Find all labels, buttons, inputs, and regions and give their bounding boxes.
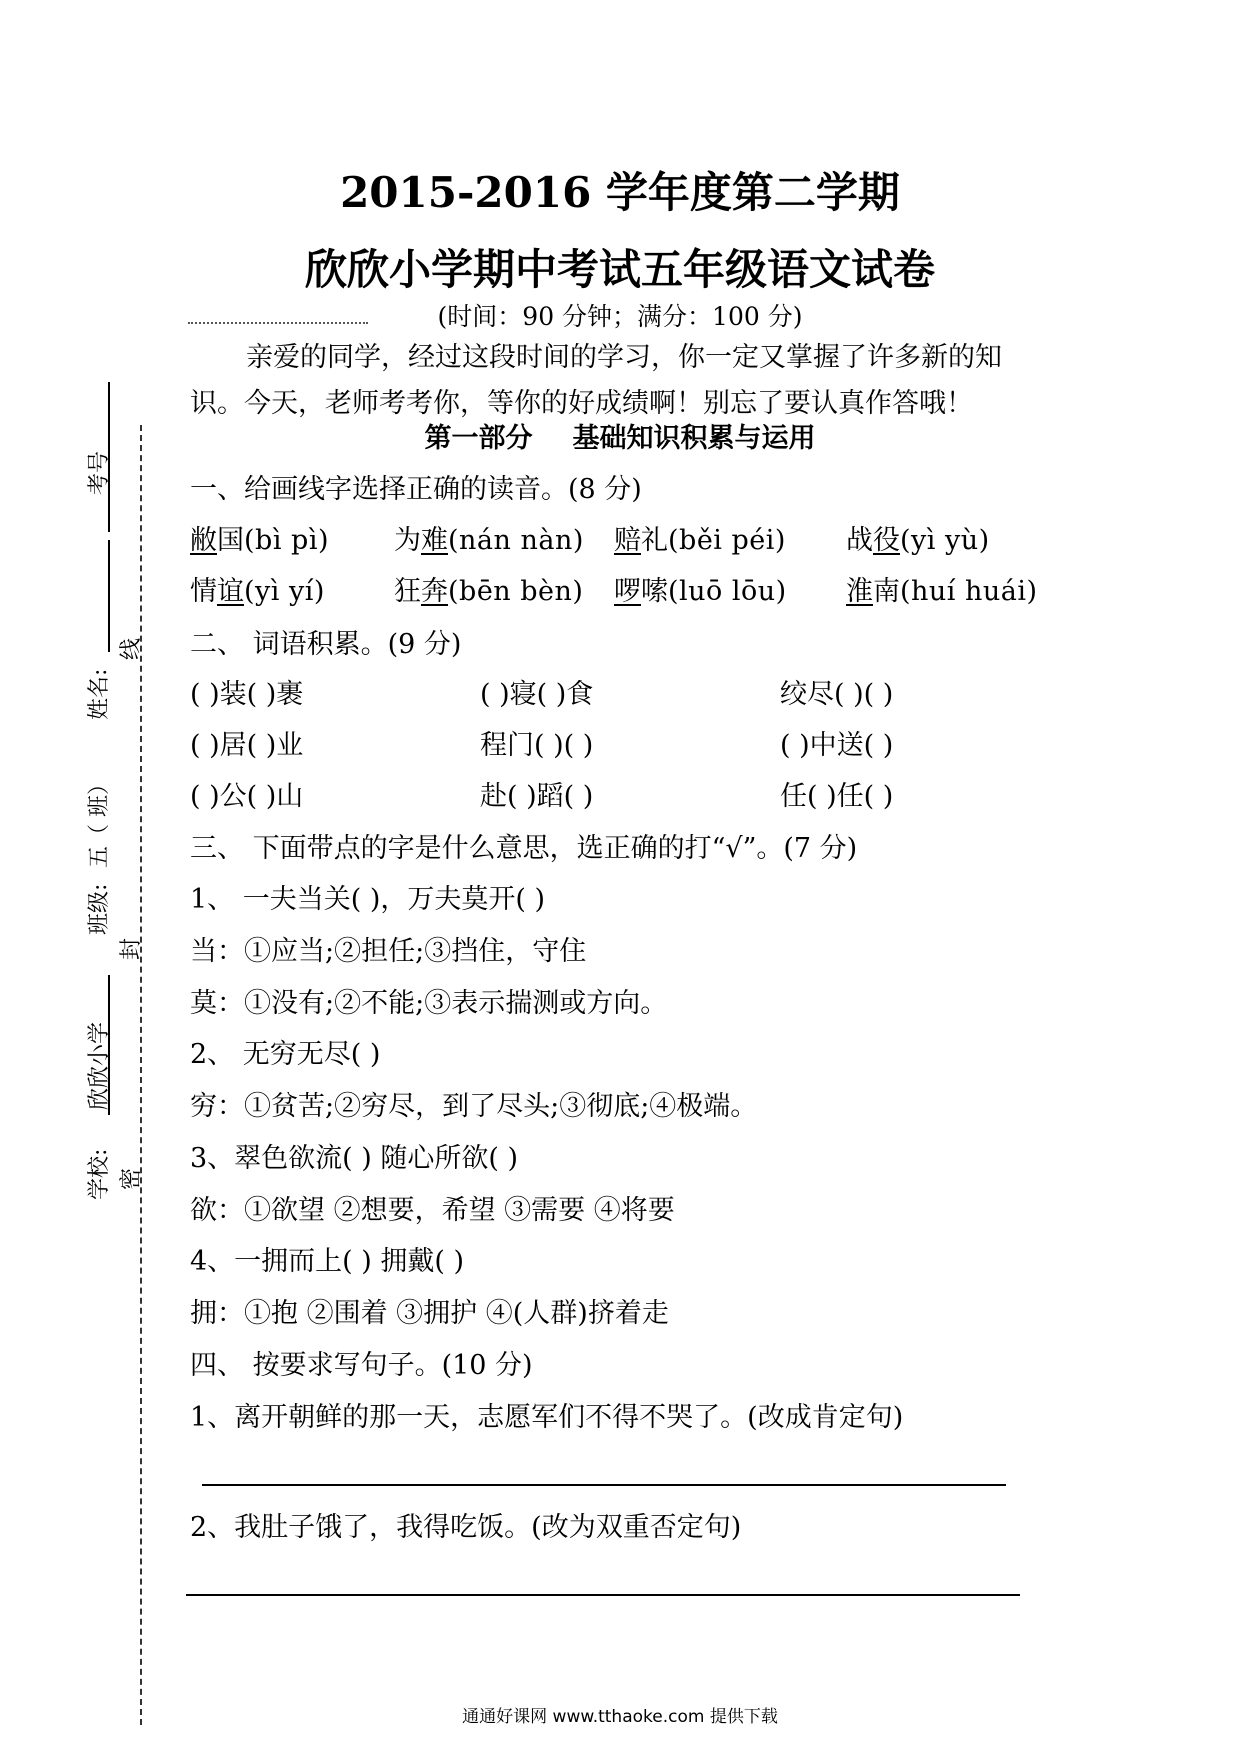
section-a: 第一部分	[424, 423, 533, 454]
seal-mi: 密	[119, 1167, 144, 1190]
q2-row	[190, 774, 893, 813]
q3-line: 欲：①欲望 ②想要，希望 ③需要 ④将要	[190, 1195, 675, 1226]
q3-heading: 三、 下面带点的字是什么意思，选正确的打“√”。(7 分)	[190, 833, 858, 864]
q2-idiom[interactable]: ( )寝( )食	[480, 679, 594, 710]
q2-idiom[interactable]: ( )装( )裹	[190, 679, 304, 710]
q1-item: 为难(nán nàn)	[394, 525, 584, 556]
class-label: 班级:	[87, 883, 112, 935]
exam-subtitle: (时间：90 分钟；满分：100 分)	[437, 302, 803, 331]
school-field[interactable]	[108, 975, 110, 1115]
q1-item: 淮南(huí huái)	[846, 576, 1038, 607]
section-b: 基础知识积累与运用	[572, 423, 816, 454]
exam-no-label: 考号	[87, 450, 112, 495]
q1-item: 狂奔(bēn bèn)	[394, 576, 584, 607]
q4-heading: 四、 按要求写句子。(10 分)	[190, 1350, 533, 1381]
footer-credit: 通通好课网 www.tthaoke.com 提供下载	[462, 1707, 778, 1727]
q3-line: 拥：①抱 ②围着 ③拥护 ④(人群)挤着走	[190, 1298, 669, 1329]
q3-line[interactable]: 4、一拥而上( ) 拥戴( )	[190, 1246, 465, 1277]
school-value: 欣欣小学	[87, 1021, 112, 1110]
q2-heading: 二、 词语积累。(9 分)	[190, 629, 462, 660]
q1-item: 战役(yì yù)	[846, 525, 990, 556]
q1-item: 敝国(bì pì)	[190, 525, 329, 556]
q1-row1	[190, 518, 990, 557]
q1-item: 啰嗦(luō lōu)	[614, 576, 787, 607]
q3-line: 莫：①没有;②不能;③表示揣测或方向。	[190, 988, 668, 1019]
q2-idiom[interactable]: ( )公( )山	[190, 781, 304, 812]
q2-idiom[interactable]: 绞尽( )( )	[780, 679, 894, 710]
section-heading	[0, 416, 1240, 455]
q2-idiom[interactable]: ( )中送( )	[780, 730, 894, 761]
q2-idiom[interactable]: 程门( )( )	[480, 730, 594, 761]
q1-row2	[190, 569, 1038, 608]
exam-no-field[interactable]	[108, 382, 110, 532]
q3-line[interactable]: 1、 一夫当关( )，万夫莫开( )	[190, 884, 546, 915]
intro-paragraph	[190, 335, 1070, 427]
q3-line[interactable]: 2、 无穷无尽( )	[190, 1039, 381, 1070]
q4-sentence2: 2、我肚子饿了，我得吃饭。(改为双重否定句)	[190, 1512, 742, 1543]
q4-sentence1: 1、离开朝鲜的那一天，志愿军们不得不哭了。(改成肯定句)	[190, 1402, 904, 1433]
q3-line: 穷：①贫苦;②穷尽，到了尽头;③彻底;④极端。	[190, 1091, 758, 1122]
q1-heading: 一、给画线字选择正确的读音。(8 分)	[190, 474, 642, 505]
seal-feng: 封	[119, 937, 144, 960]
intro-line1: 亲爱的同学，经过这段时间的学习，你一定又掌握了许多新的知	[246, 342, 1002, 373]
title-line1: 2015-2016 学年度第二学期	[340, 168, 900, 217]
q3-line[interactable]: 3、翠色欲流( ) 随心所欲( )	[190, 1143, 519, 1174]
title-line2: 欣欣小学期中考试五年级语文试卷	[304, 245, 935, 294]
q2-idiom[interactable]: 赴( )蹈( )	[480, 781, 594, 812]
q4-answer-line1[interactable]	[202, 1484, 1006, 1486]
q2-row	[190, 672, 893, 711]
q2-row	[190, 723, 893, 762]
name-label: 姓名:	[87, 668, 112, 720]
name-field[interactable]	[108, 540, 110, 652]
intro-line2: 识。今天，老师考考你，等你的好成绩啊！别忘了要认真作答哦！	[190, 388, 973, 419]
seal-xian: 线	[119, 637, 144, 660]
q2-idiom[interactable]: ( )居( )业	[190, 730, 304, 761]
q4-answer-line2[interactable]	[186, 1594, 1020, 1596]
q3-line: 当：①应当;②担任;③挡住，守住	[190, 936, 587, 967]
school-label: 学校:	[87, 1148, 112, 1200]
binding-dashed-line	[140, 425, 142, 1725]
q1-item: 情谊(yì yí)	[190, 576, 325, 607]
q2-idiom[interactable]: 任( )任( )	[780, 781, 894, 812]
q1-item: 赔礼(běi péi)	[614, 525, 786, 556]
class-value: 五（ 班）	[87, 773, 112, 868]
